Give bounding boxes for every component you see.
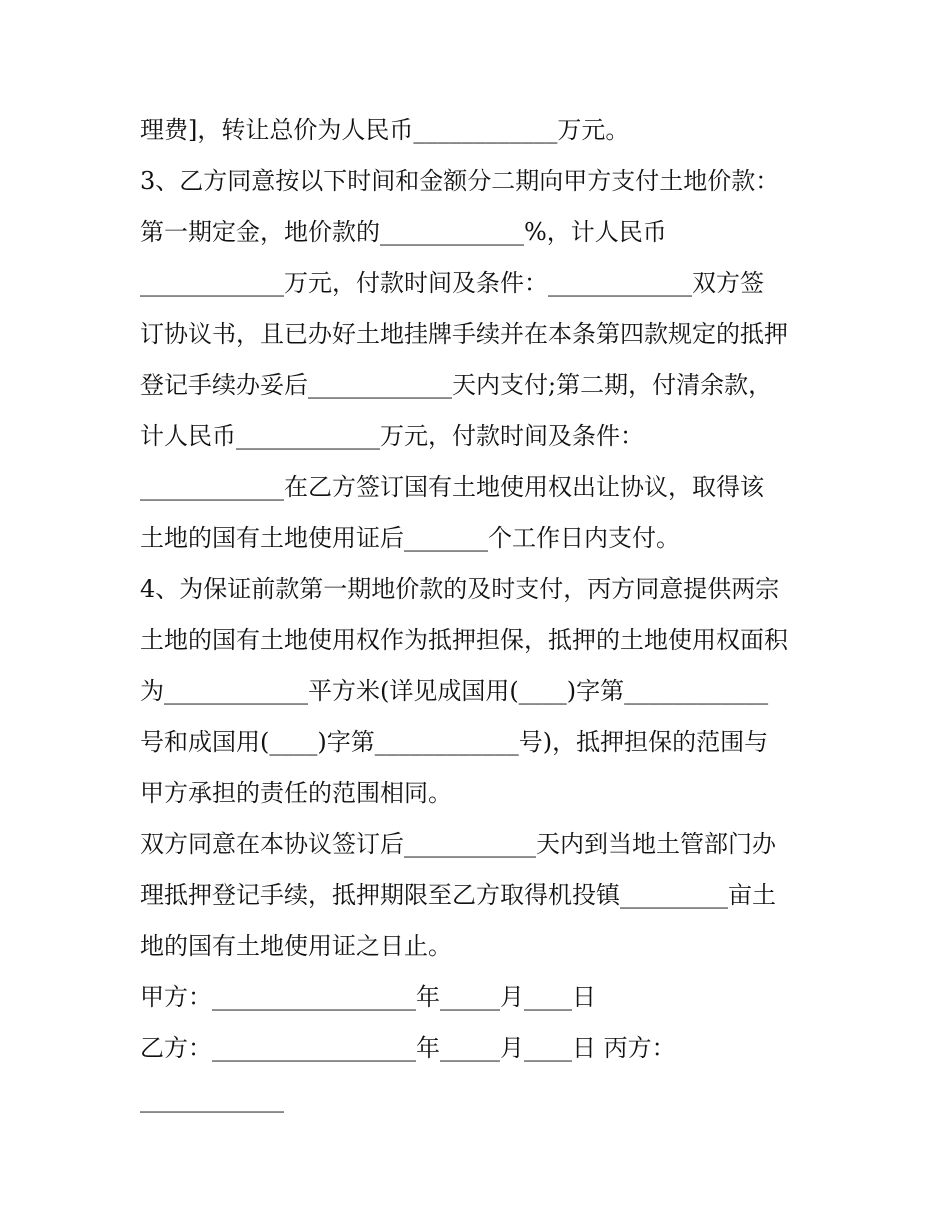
text-line: 4、为保证前款第一期地价款的及时支付，丙方同意提供两宗 [140, 575, 780, 603]
text-line: 订协议书，且已办好土地挂牌手续并在本条第四款规定的抵押 [140, 320, 788, 348]
text-line: 理抵押登记手续，抵押期限至乙方取得机投镇_________亩土 [140, 881, 776, 909]
text-line: 土地的国有土地使用证后_______个工作日内支付。 [140, 524, 680, 552]
text-line: 3、乙方同意按以下时间和金额分二期向甲方支付土地价款： [140, 167, 780, 195]
text-line: ____________万元，付款时间及条件：____________双方签 [140, 269, 764, 297]
signature-line-party-a: 甲方：_________________年_____月____日 [140, 983, 596, 1011]
text-line: 第一期定金，地价款的____________%，计人民币 [140, 218, 667, 246]
text-line: 地的国有土地使用证之日止。 [140, 932, 452, 960]
text-line: ____________在乙方签订国有土地使用权出让协议，取得该 [140, 473, 764, 501]
text-line: 为____________平方米(详见成国用(____)字第____________ [140, 677, 769, 705]
text-line: 甲方承担的责任的范围相同。 [140, 779, 452, 807]
signature-line-party-b-c: 乙方：_________________年_____月____日 丙方： [140, 1034, 676, 1062]
text-line: 号和成国用(____)字第____________号)，抵押担保的范围与 [140, 728, 769, 756]
signature-line-blank: ____________ [140, 1085, 284, 1113]
text-line: 登记手续办妥后____________天内支付;第二期，付清余款， [140, 371, 773, 399]
text-line: 双方同意在本协议签订后___________天内到当地土管部门办 [140, 830, 776, 858]
text-line: 计人民币____________万元，付款时间及条件： [140, 422, 644, 450]
text-line: 理费]，转让总价为人民币____________万元。 [140, 116, 630, 144]
text-line: 土地的国有土地使用权作为抵押担保，抵押的土地使用权面积 [140, 626, 788, 654]
